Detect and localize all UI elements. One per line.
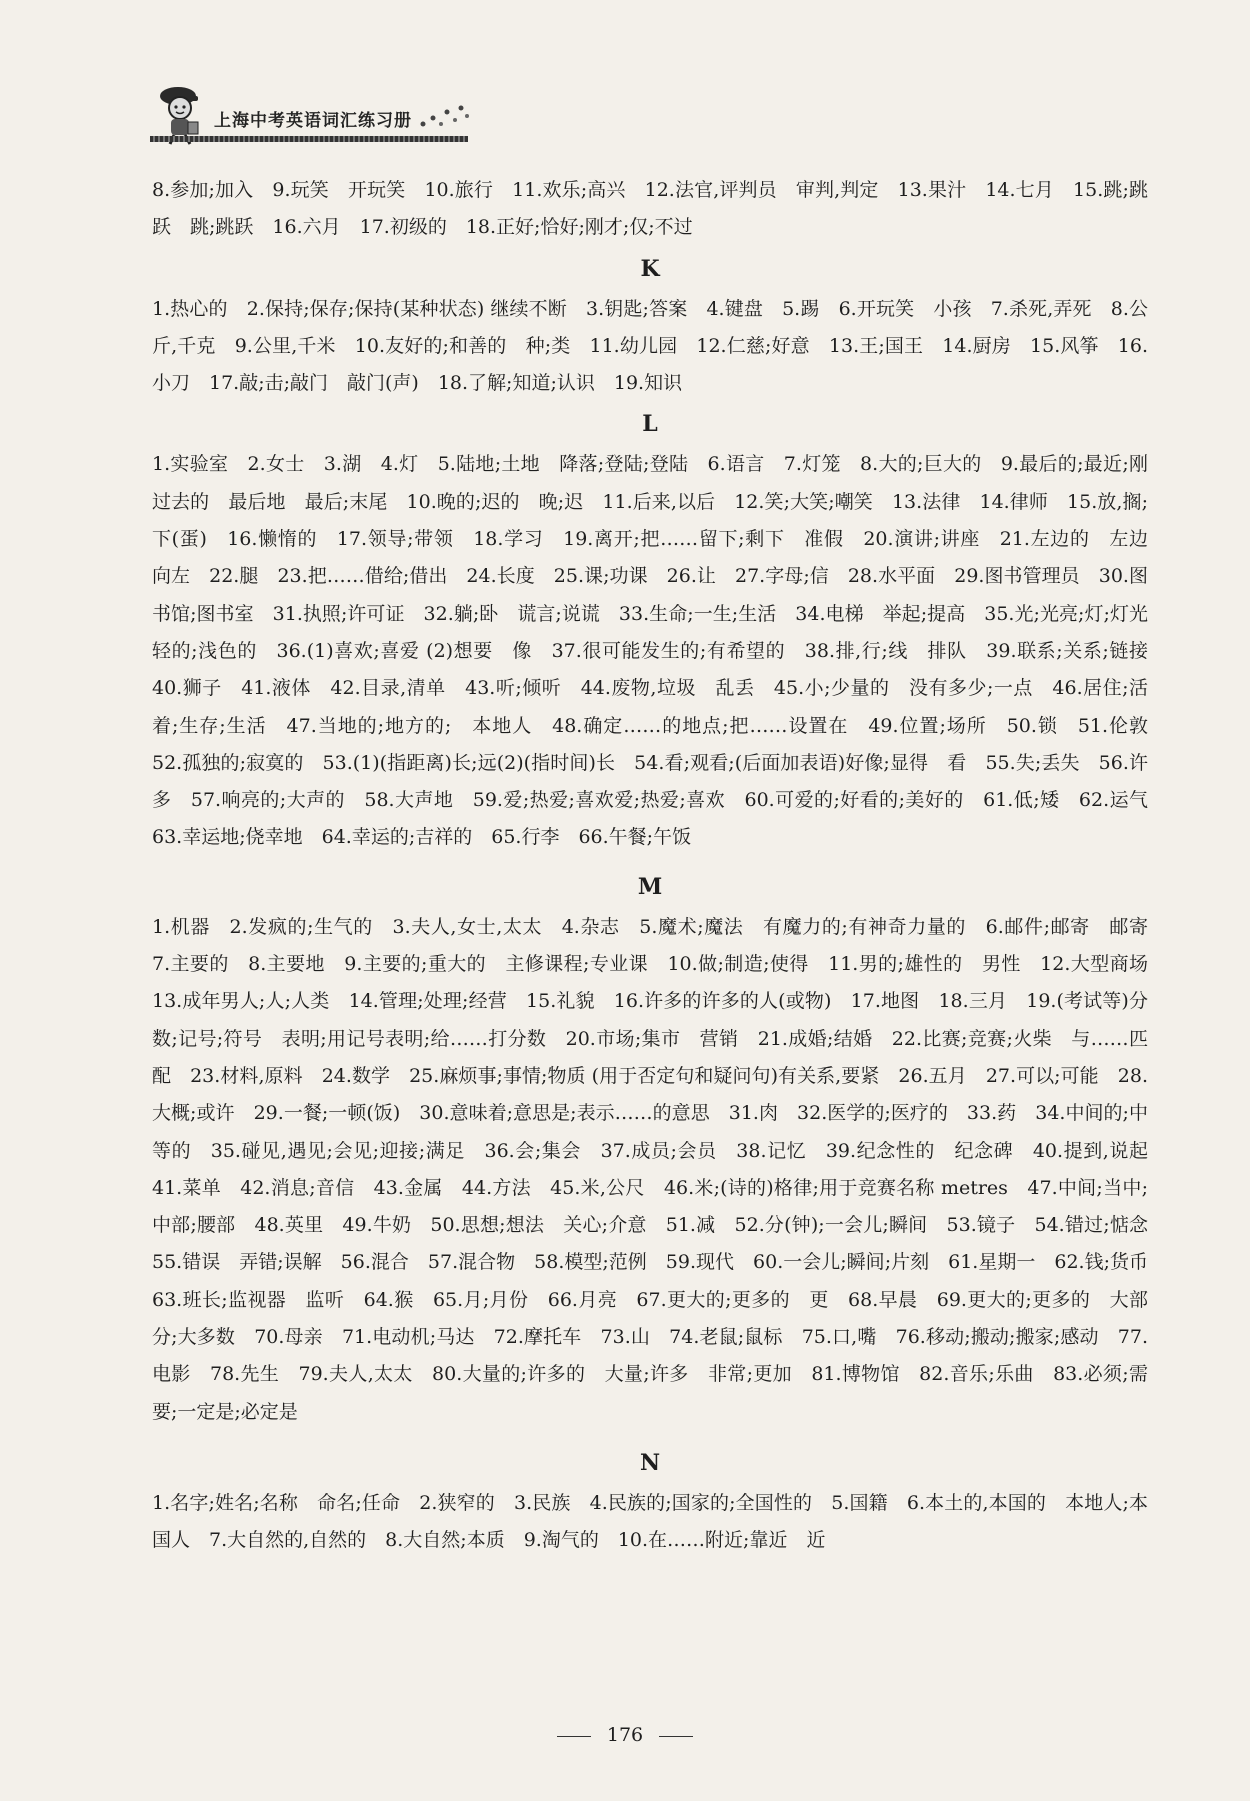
- answer-content: [152, 172, 1168, 1560]
- section-letter-n: N: [639, 1449, 661, 1476]
- section-letter-l: L: [642, 411, 658, 438]
- header-title: 上海中考英语词汇练习册: [214, 111, 412, 131]
- answer-paragraph-l: 1.实验室 2.女士 3.湖 4.灯 5.陆地;土地 降落;登陆;登陆 6.语言 7.灯笼 8.大的;巨大的 9.最后的;最近;刚过去的 最后地 最后;末尾 10.晚的;迟的 晚;迟 11.后来,以后 12.笑;大笑;嘲笑 13.法律 14.律师 15.放,搁;下(蛋) 16.懒惰的 17.领导;带领 18.学习 19.离开;把……留下;剩下 准假 20.演讲;讲座 21.左边的 左边 向左 22.腿 23.把……借给;借出 24.长度 25.课;功课 26.让 27.字母;信 28.水平面 29.图书管理员 30.图书馆;图书室 31.执照;许可证 32.躺;卧 谎言;说谎 33.生命;一生;生活 34.电梯 举起;提高 35.光;光亮;灯;灯光 轻的;浅色的 36.(1)喜欢;喜爱 (2)想要 像 37.很可能发生的;有希望的 38.排,行;线 排队 39.联系;关系;链接 40.狮子 41.液体 42.目录,清单 43.听;倾听 44.废物,垃圾 乱丢 45.小;少量的 没有多少;一点 46.居住;活着;生存;生活 47.当地的;地方的; 本地人 48.确定……的地点;把……设置在 49.位置;场所 50.锁 51.伦敦 52.孤独的;寂寞的 53.(1)(指距离)长;远(2)(指时间)长 54.看;观看;(后面加表语)好像;显得 看 55.失;丢失 56.许多 57.响亮的;大声的 58.大声地 59.爱;热爱;喜欢爱;热爱;喜欢 60.可爱的;好看的;美好的 61.低;矮 62.运气 63.幸运地;侥幸地 64.幸运的;吉祥的 65.行李 66.午餐;午饭: [152, 453, 1168, 849]
- answer-paragraph-k: 1.热心的 2.保持;保存;保持(某种状态) 继续不断 3.钥匙;答案 4.键盘 5.踢 6.开玩笑 小孩 7.杀死,弄死 8.公斤,千克 9.公里,千米 10.友好的;和善的 种;类 11.幼儿园 12.仁慈;好意 13.王;国王 14.厨房 15.风筝 16.小刀 17.敲;击;敲门 敲门(声) 18.了解;知道;认识 19.知识: [152, 297, 1148, 395]
- section-letter-m: M: [637, 873, 663, 900]
- answer-paragraph-m: 1.机器 2.发疯的;生气的 3.夫人,女士,太太 4.杂志 5.魔术;魔法 有魔力的;有神奇力量的 6.邮件;邮寄 邮寄 7.主要的 8.主要地 9.主要的;重大的 主修课程;专业课 10.做;制造;使得 11.男的;雄性的 男性 12.大型商场 13.成年男人;人;人类 14.管理;处理;经营 15.礼貌 16.许多的许多的人(或物) 17.地图 18.三月 19.(考试等)分数;记号;符号 表明;用记号表明;给……打分数 20.市场;集市 营销 21.成婚;结婚 22.比赛;竞赛;火柴 与……匹配 23.材料,原料 24.数学 25.麻烦事;事情;物质 (用于否定句和疑问句)有关系,要紧 26.五月 27.可以;可能 28.大概;或许 29.一餐;一顿(饭) 30.意味着;意思是;表示……的意思 31.肉 32.医学的;医疗的 33.药 34.中间的;中等的 35.碰见,遇见;会见;迎接;满足 36.会;集会 37.成员;会员 38.记忆 39.纪念性的 纪念碑 40.提到,说起 41.菜单 42.消息;音信 43.金属 44.方法 45.米,公尺 46.米;(诗的)格律;用于竞赛名称 metres 47.中间;当中;中部;腰部 48.英里 49.牛奶 50.思想;想法 关心;介意 51.减 52.分(钟);一会儿;瞬间 53.镜子 54.错过;惦念 55.错误 弄错;误解 56.混合 57.混合物 58.模型;范例 59.现代 60.一会儿;瞬间;片刻 61.星期一 62.钱;货币 63.班长;监视器 监听 64.猴 65.月;月份 66.月亮 67.更大的;更多的 更 68.早晨 69.更大的;更多的 大部分;大多数 70.母亲 71.电动机;马达 72.摩托车 73.山 74.老鼠;鼠标 75.口,嘴 76.移动;搬动;搬家;感动 77.电影 78.先生 79.夫人,太太 80.大量的;许多的 大量;许多 非常;更加 81.博物馆 82.音乐;乐曲 83.必须;需要;一定是;必定是: [152, 915, 1168, 1423]
- header-rule: [150, 136, 468, 142]
- page-number-dash-left: [557, 1736, 591, 1737]
- page-number-dash-right: [659, 1736, 693, 1737]
- page-number: [0, 1724, 1250, 1746]
- answer-paragraph-j: 8.参加;加入 9.玩笑 开玩笑 10.旅行 11.欢乐;高兴 12.法官,评判员 审判,判定 13.果汁 14.七月 15.跳;跳跃 跳;跳跃 16.六月 17.初级的 18.正好;恰好;刚才;仅;不过: [152, 179, 1148, 239]
- page-number-value: 176: [606, 1724, 644, 1746]
- page-header: [150, 72, 470, 152]
- section-letter-k: K: [640, 255, 660, 282]
- decorative-dots-icon: [415, 102, 475, 132]
- answer-paragraph-n: 1.名字;姓名;名称 命名;任命 2.狭窄的 3.民族 4.民族的;国家的;全国性的 5.国籍 6.本土的,本国的 本地人;本国人 7.大自然的,自然的 8.大自然;本质 9.淘气的 10.在……附近;靠近 近: [152, 1491, 1148, 1552]
